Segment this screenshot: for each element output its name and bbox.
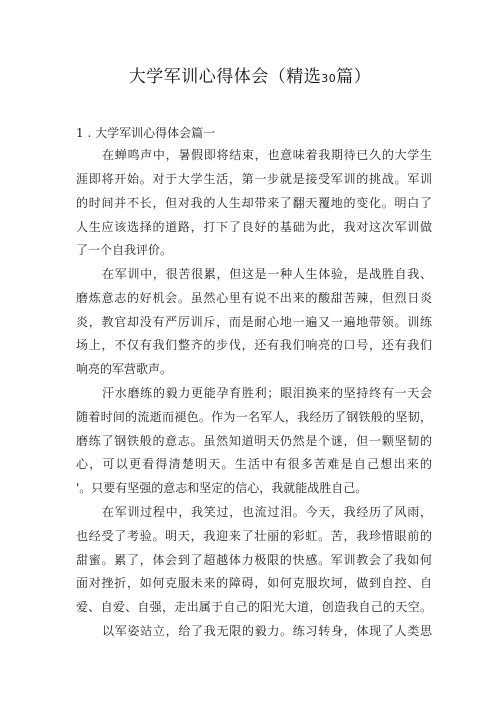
- body-line: 了一个自我评价。: [76, 243, 173, 257]
- body-line: 在军训过程中，我笑过，也流过泪。今天，我经历了风雨，: [102, 505, 432, 519]
- body-line: 汗水磨练的毅力更能孕育胜利；眼泪换来的坚持终有一天会: [102, 386, 432, 400]
- title-end: 篇）: [336, 67, 372, 87]
- body-line: 心，可以更看得清楚明天。生活中有很多苦难是自己想出来的: [76, 457, 432, 471]
- body-line: 也经受了考验。明天，我迎来了壮丽的彩虹。苦，我珍惜眼前的: [76, 529, 432, 543]
- section-heading: 1 . 大学军训心得体会篇一: [76, 126, 216, 140]
- body-line: 甜蜜。累了，体会到了超越体力极限的快感。军训教会了我如何: [76, 553, 432, 567]
- document-title: [0, 62, 500, 87]
- body-line: 以军姿站立，给了我无限的毅力。练习转身，体现了人类思: [102, 624, 432, 638]
- body-line: '。只要有坚强的意志和坚定的信心，我就能战胜自己。: [76, 481, 368, 495]
- body-line: 人生应该选择的道路，打下了良好的基础为此，我对这次军训做: [76, 220, 432, 234]
- body-line: 磨练了钢铁般的意志。虽然知道明天仍然是个谜，但一颗坚韧的: [76, 434, 432, 448]
- body-line: 场上，不仅有我们整齐的步伐，还有我们响亮的口号，还有我们: [76, 338, 432, 352]
- body-line: 磨炼意志的好机会。虽然心里有说不出来的酸甜苦辣，但烈日炎: [76, 291, 432, 305]
- title-main: 大学军训心得体会（精选: [128, 67, 322, 87]
- body-line: 涯即将开始。对于大学生活，第一步就是接受军训的挑战。军训: [76, 172, 432, 186]
- body-line: 响亮的军营歌声。: [76, 362, 173, 376]
- body-line: 在军训中，很苦很累，但这是一种人生体验，是战胜自我、: [102, 267, 432, 281]
- body-line: 炎，教官却没有严厉训斥，而是耐心地一遍又一遍地带领。训练: [76, 315, 432, 329]
- title-number: 30: [321, 72, 337, 85]
- body-line: 随着时间的流逝而褪色。作为一名军人，我经历了钢铁般的坚韧，: [76, 410, 432, 424]
- body-line: 在蝉鸣声中，暑假即将结束，也意味着我期待已久的大学生: [102, 148, 432, 162]
- body-line: 的时间并不长，但对我的人生却带来了翻天覆地的变化。明白了: [76, 196, 432, 210]
- body-line: 爱、自爱、自强，走出属于自己的阳光大道，创造我自己的天空。: [76, 600, 432, 614]
- body-line: 面对挫折，如何克服未来的障碍，如何克服坎坷，做到自控、自: [76, 576, 432, 590]
